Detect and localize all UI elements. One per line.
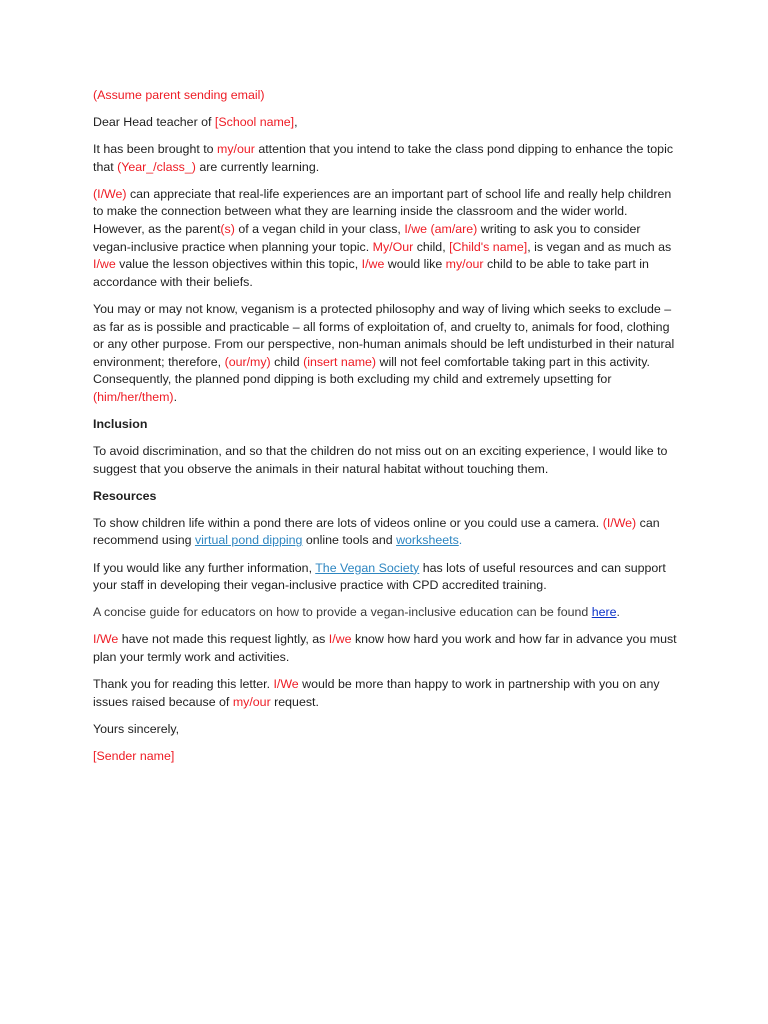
placeholder-childs-name: [Child's name] <box>449 239 528 254</box>
paragraph-request: I/We have not made this request lightly, as I/we know how hard you work and how far in advance you must plan your termly work and activities. <box>93 632 677 664</box>
placeholder-iwe-request-2: I/we <box>328 632 352 647</box>
paragraph-resources: To show children life within a pond there are lots of videos online or you could use a camera. (I/We) can recommend using virtual pond dipping online tools and worksheets. <box>93 515 660 548</box>
school-name-placeholder: [School name] <box>214 115 295 130</box>
placeholder-my-our: my/our <box>217 142 255 157</box>
sender-name-placeholder: [Sender name] <box>93 748 175 763</box>
paragraph-further-info: If you would like any further information, The Vegan Society has lots of useful resources and can support your staff in developing their vegan-inclusive practice with CPD accredited training. <box>93 560 666 593</box>
placeholder-iwe-resources: (I/We) <box>602 515 637 530</box>
closing: Yours sincerely, <box>93 721 180 736</box>
paragraph-thanks: Thank you for reading this letter. I/We would be more than happy to work in partnership with you on any issues raised because of my/our request. <box>93 677 660 709</box>
placeholder-year-class: (Year_/class_) <box>117 159 196 174</box>
paragraph-intro: It has been brought to my/our attention that you intend to take the class pond dipping to enhance the topic that (Year_/class_) are currently learning. <box>93 142 674 174</box>
placeholder-iwe: (I/We) <box>93 186 127 201</box>
placeholder-my-our-thanks: my/our <box>232 694 271 709</box>
placeholder-iwe-thanks: I/We <box>273 677 299 692</box>
placeholder-him-her-them: (him/her/them) <box>93 389 174 404</box>
placeholder-my-our-2: My/Our <box>372 239 414 254</box>
placeholder-my-our-3: my/our <box>445 257 484 272</box>
virtual-pond-dipping-link[interactable]: virtual pond dipping <box>194 533 303 548</box>
assume-note-text: (Assume parent sending email) <box>93 88 265 102</box>
placeholder-iwe-2: I/we <box>93 257 116 272</box>
paragraph-inclusion: To avoid discrimination, and so that the children do not miss out on an exciting experience, I would like to suggest that you observe the animals in their natural habitat without touching them. <box>93 444 668 476</box>
placeholder-s: (s) <box>220 222 235 237</box>
guide-here-link[interactable]: here <box>591 605 617 620</box>
paragraph-veganism: You may or may not know, veganism is a protected philosophy and way of living which seeks to exclude – as far as is possible and practicable – all forms of exploitation of, and cruelty to, animals for food, clothing or any other purpose. From our perspective, non-human animals should be left undisturbed in their natural environment; therefore, (our/my) child (insert name) will not feel comfortable taking part in this activity. Consequently, the planned pond dipping is both excluding my child and extremely upsetting for (him/her/them). <box>93 301 675 404</box>
heading-inclusion: Inclusion <box>93 417 148 431</box>
placeholder-insert-name: (insert name) <box>303 354 377 369</box>
paragraph-guide: A concise guide for educators on how to provide a vegan-inclusive education can be found here. <box>93 605 620 620</box>
heading-resources: Resources <box>93 488 157 503</box>
greeting: Dear Head teacher of [School name], <box>93 115 298 130</box>
paragraph-appreciation: (I/We) can appreciate that real-life experiences are an important part of school life and really help children to make the connection between what they are learning inside the classroom and the wider world. However, as the parent(s) of a vegan child in your class, I/we (am/are) writing to ask you to consider vegan-inclusive practice when planning your topic. My/Our child, [Child's name], is vegan and as much as I/we value the lesson objectives within this topic, I/we would like my/our child to be able to take part in accordance with their beliefs. <box>93 186 672 289</box>
assume-note <box>93 87 678 105</box>
placeholder-iwe-request: I/We <box>93 632 119 647</box>
vegan-society-link[interactable]: The Vegan Society <box>315 560 420 575</box>
placeholder-iwe-3: I/we <box>361 257 385 272</box>
worksheets-link[interactable]: worksheets <box>396 533 459 548</box>
placeholder-our-my: (our/my) <box>224 354 271 369</box>
placeholder-iwe-amare: I/we (am/are) <box>404 222 478 237</box>
